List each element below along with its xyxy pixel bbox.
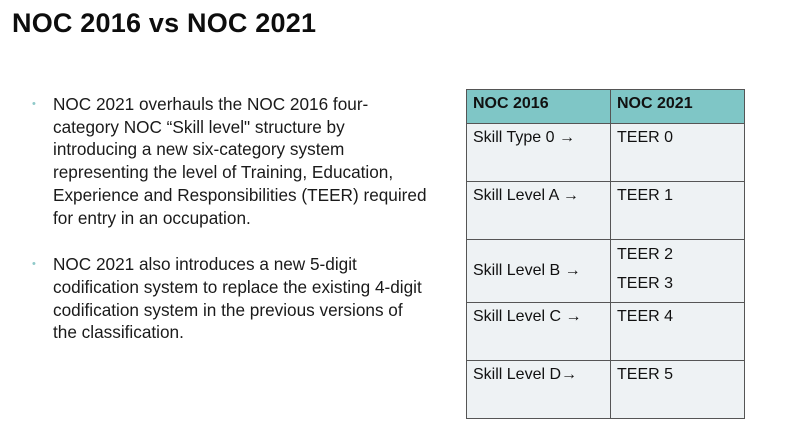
bullet-item — [32, 93, 427, 229]
noc-2016-cell: Skill Level C → — [467, 303, 611, 361]
header-noc-2016: NOC 2016 — [467, 90, 611, 124]
table-row — [467, 124, 745, 182]
table-header-row — [467, 90, 745, 124]
bullet-icon: • — [32, 98, 36, 110]
noc-comparison-table — [466, 89, 745, 419]
noc-2016-cell: Skill Level B → — [467, 240, 611, 303]
noc-2016-cell: Skill Type 0 → — [467, 124, 611, 182]
bullet-item — [32, 253, 427, 344]
noc-2016-cell: Skill Level A → — [467, 182, 611, 240]
noc-2021-cell — [611, 240, 745, 303]
teer-line: TEER 3 — [617, 275, 674, 292]
noc-2016-cell: Skill Level D→ — [467, 361, 611, 419]
bullet-text: NOC 2021 also introduces a new 5-digit codification system to replace the existing 4-digit codification system in the previous versions of the classification. — [53, 254, 422, 343]
bullet-text: NOC 2021 overhauls the NOC 2016 four-category NOC “Skill level" structure by introducing a new six-category system representing the level of Training, Education, Experience and Responsibilities (TEER) required for entry in an occupation. — [53, 94, 427, 228]
noc-2021-cell: TEER 5 — [611, 361, 745, 419]
header-noc-2021: NOC 2021 — [611, 90, 745, 124]
table-row — [467, 303, 745, 361]
noc-2021-cell: TEER 0 — [611, 124, 745, 182]
noc-2021-cell: TEER 1 — [611, 182, 745, 240]
bullet-list — [32, 93, 427, 368]
noc-2021-cell: TEER 4 — [611, 303, 745, 361]
table-row — [467, 182, 745, 240]
table-row — [467, 361, 745, 419]
teer-line: TEER 2 — [617, 246, 674, 263]
slide-title: NOC 2016 vs NOC 2021 — [12, 8, 317, 38]
table-row — [467, 240, 745, 303]
bullet-icon: • — [32, 258, 36, 271]
